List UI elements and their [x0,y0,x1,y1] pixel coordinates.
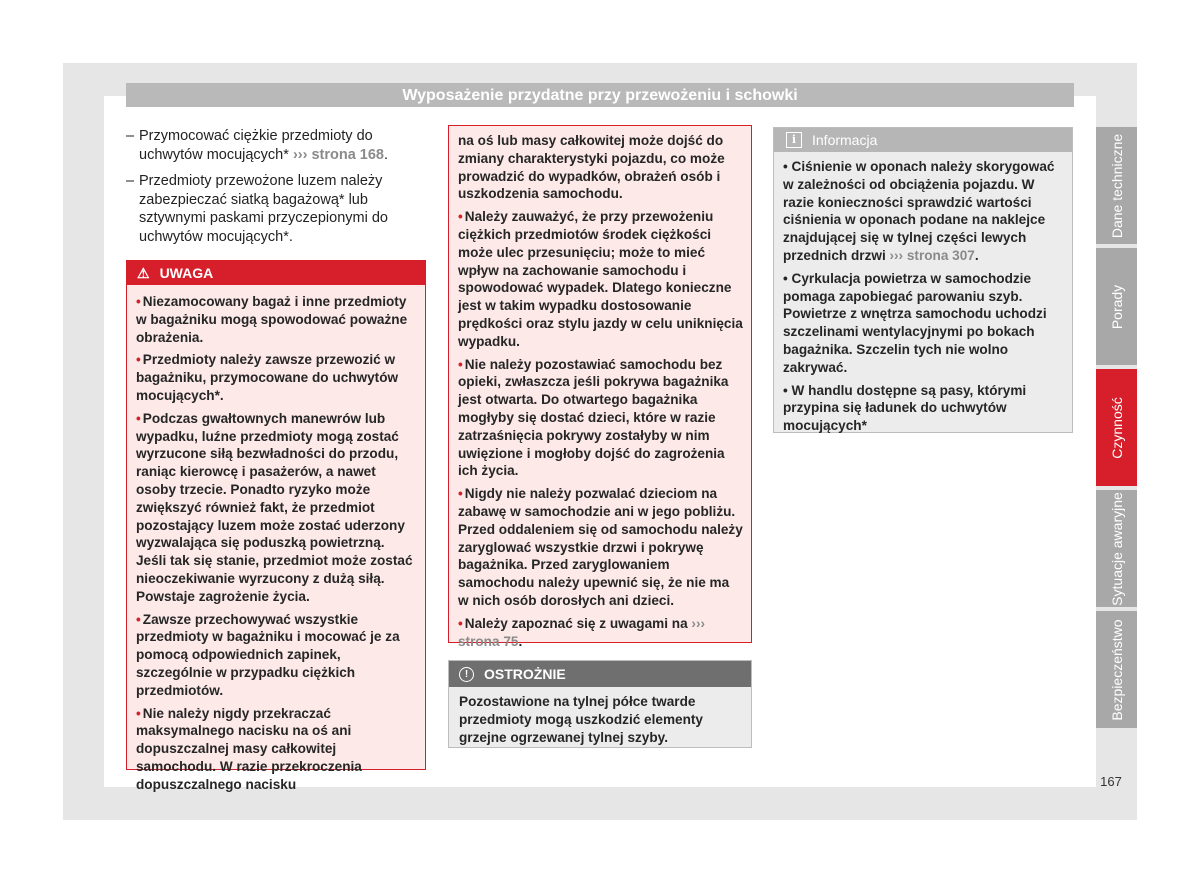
list-item-text: Przedmioty przewożone luzem należy zabezpieczać siatką bagażową* lub sztywnymi paskami przyczepionymi do uchwytów mocujących*. [139,173,388,245]
warning-bullet: • Nie należy pozostawiać samochodu bez opieki, zwłaszcza jeśli pokrywa bagażnika jest otwarta. Do otwartego bagażnika mogłyby się dostać dzieci, które w razie zatrzaśnięcia pokrywy zostałyby w nim uwięzione i mogłoby dojść do zagrożenia ich życia. [458,356,729,479]
list-item: – Przedmioty przewożone luzem należy zabezpieczać siatką bagażową* lub sztywnymi paskami przyczepionymi do uchwytów mocujących*. [126,172,426,246]
info-label: Informacja [812,132,878,148]
caution-header [449,661,751,687]
side-tab-czynnosc[interactable]: Czynność [1096,369,1137,486]
warning-triangle-icon: ⚠ [137,264,150,281]
side-tab-sytuacje-awaryjne[interactable]: Sytuacje awaryjne [1096,490,1137,607]
side-tab-bezpieczenstwo[interactable]: Bezpieczeństwo [1096,611,1137,728]
warning-continuation-text: na oś lub masy całkowitej może dojść do zmiany charakterystyki pojazdu, co może prowadzić do wypadków, obrażeń osób i uszkodzenia samochodu. [458,133,725,202]
caution-label: OSTROŻNIE [484,666,566,682]
warning-box [126,260,426,792]
warning-bullet: • Należy zauważyć, że przy przewożeniu ciężkich przedmiotów środek ciężkości może ulec przesunięciu; może to mieć wpływ na zachowanie samochodu i spowodować wypadek. Dlatego konieczne jest w takim wypadku dostosowanie prędkości oraz stylu jazdy w celu uniknięcia wypadku. [458,209,743,349]
caution-text: Pozostawione na tylnej półce twarde przedmioty mogą uszkodzić elementy grzejne ogrzewanej tylnej szyby. [459,694,703,745]
info-bullet: • Ciśnienie w oponach należy skorygować w zależności od obciążenia pojazdu. W razie konieczności sprawdzić wartości ciśnienia w oponach podane na naklejce znajdującej się w tylnej części lewych przednich drzwi ››› strona 307. [783,159,1055,263]
warning-bullet: • Nie należy nigdy przekraczać maksymalnego nacisku na oś ani dopuszczalnej masy całkowitej samochodu. W razie przekroczenia dopuszczalnego nacisku [136,705,362,792]
info-header [774,128,1072,152]
warning-bullet: • Podczas gwałtownych manewrów lub wypadku, luźne przedmioty mogą zostać wyrzucone siłą bezwładności do przodu, raniąc kierowcę i pasażerów, a nawet osoby trzecie. Ponadto ryzyko może zwiększyć również fakt, że przedmiot pozostający luzem może zostać uderzony wyzwalająca się poduszką powietrzną. Jeśli tak się stanie, przedmiot może zostać nieoczekiwanie wyrzucony z dużą siłą. Powstaje zagrożenie życia. [136,410,413,604]
warning-bullet: • Nigdy nie należy pozwalać dzieciom na zabawę w samochodzie ani w jego pobliżu. Przed oddaleniem się od samochodu należy zaryglować wszystkie drzwi i pokrywę bagażnika. Przed zaryglowaniem samochodu należy upewnić się, że nie ma w nich osób dorosłych ani dzieci. [458,486,743,608]
info-bullet: • W handlu dostępne są pasy, którymi przypina się ładunek do uchwytów mocujących* [783,382,1027,434]
warning-box-continued [448,125,752,649]
caution-box [448,660,752,748]
info-text [774,152,1072,435]
side-tab-porady[interactable]: Porady [1096,248,1137,365]
section-title: Wyposażenie przydatne przy przewożeniu i schowki [126,83,1074,107]
warning-label: UWAGA [159,265,214,281]
page-reference-link[interactable]: ››› strona 168 [292,146,384,163]
page-reference-link[interactable]: ››› strona 307 [889,247,975,263]
info-box [773,127,1073,433]
list-item: – Przymocować ciężkie przedmioty do uchwytów mocujących* ››› strona 168. [126,128,389,163]
side-tab-dane-techniczne[interactable]: Dane techniczne [1096,127,1137,244]
info-icon: i [786,132,802,148]
page-number: 167 [1100,774,1122,789]
instructions-list [126,127,426,254]
warning-text [127,285,425,794]
warning-bullet: • Należy zapoznać się z uwagami na ››› strona 75. [458,615,706,649]
warning-bullet: • Zawsze przechowywać wszystkie przedmioty w bagażniku i mocować je za pomocą odpowiednich zapinek, szczególnie w przypadku ciężkich przedmiotów. [136,611,400,698]
info-bullet: • Cyrkulacja powietrza w samochodzie pomaga zapobiegać parowaniu szyb. Powietrze z wnętrza samochodu uchodzi szczelinami wentylacyjnymi po bokach bagażnika. Szczelin tych nie wolno zakrywać. [783,270,1047,375]
page-reference-link[interactable]: ››› strona 75 [458,615,706,649]
warning-text [449,126,751,650]
exclamation-circle-icon: ! [459,667,474,682]
warning-bullet: • Przedmioty należy zawsze przewozić w bagażniku, przymocowane do uchwytów mocujących*. [136,352,399,403]
warning-header [127,261,425,285]
warning-bullet: • Niezamocowany bagaż i inne przedmioty w bagażniku mogą spowodować poważne obrażenia. [136,294,408,345]
list-item-text: Przymocować ciężkie przedmioty do uchwytów mocujących* [139,128,373,163]
